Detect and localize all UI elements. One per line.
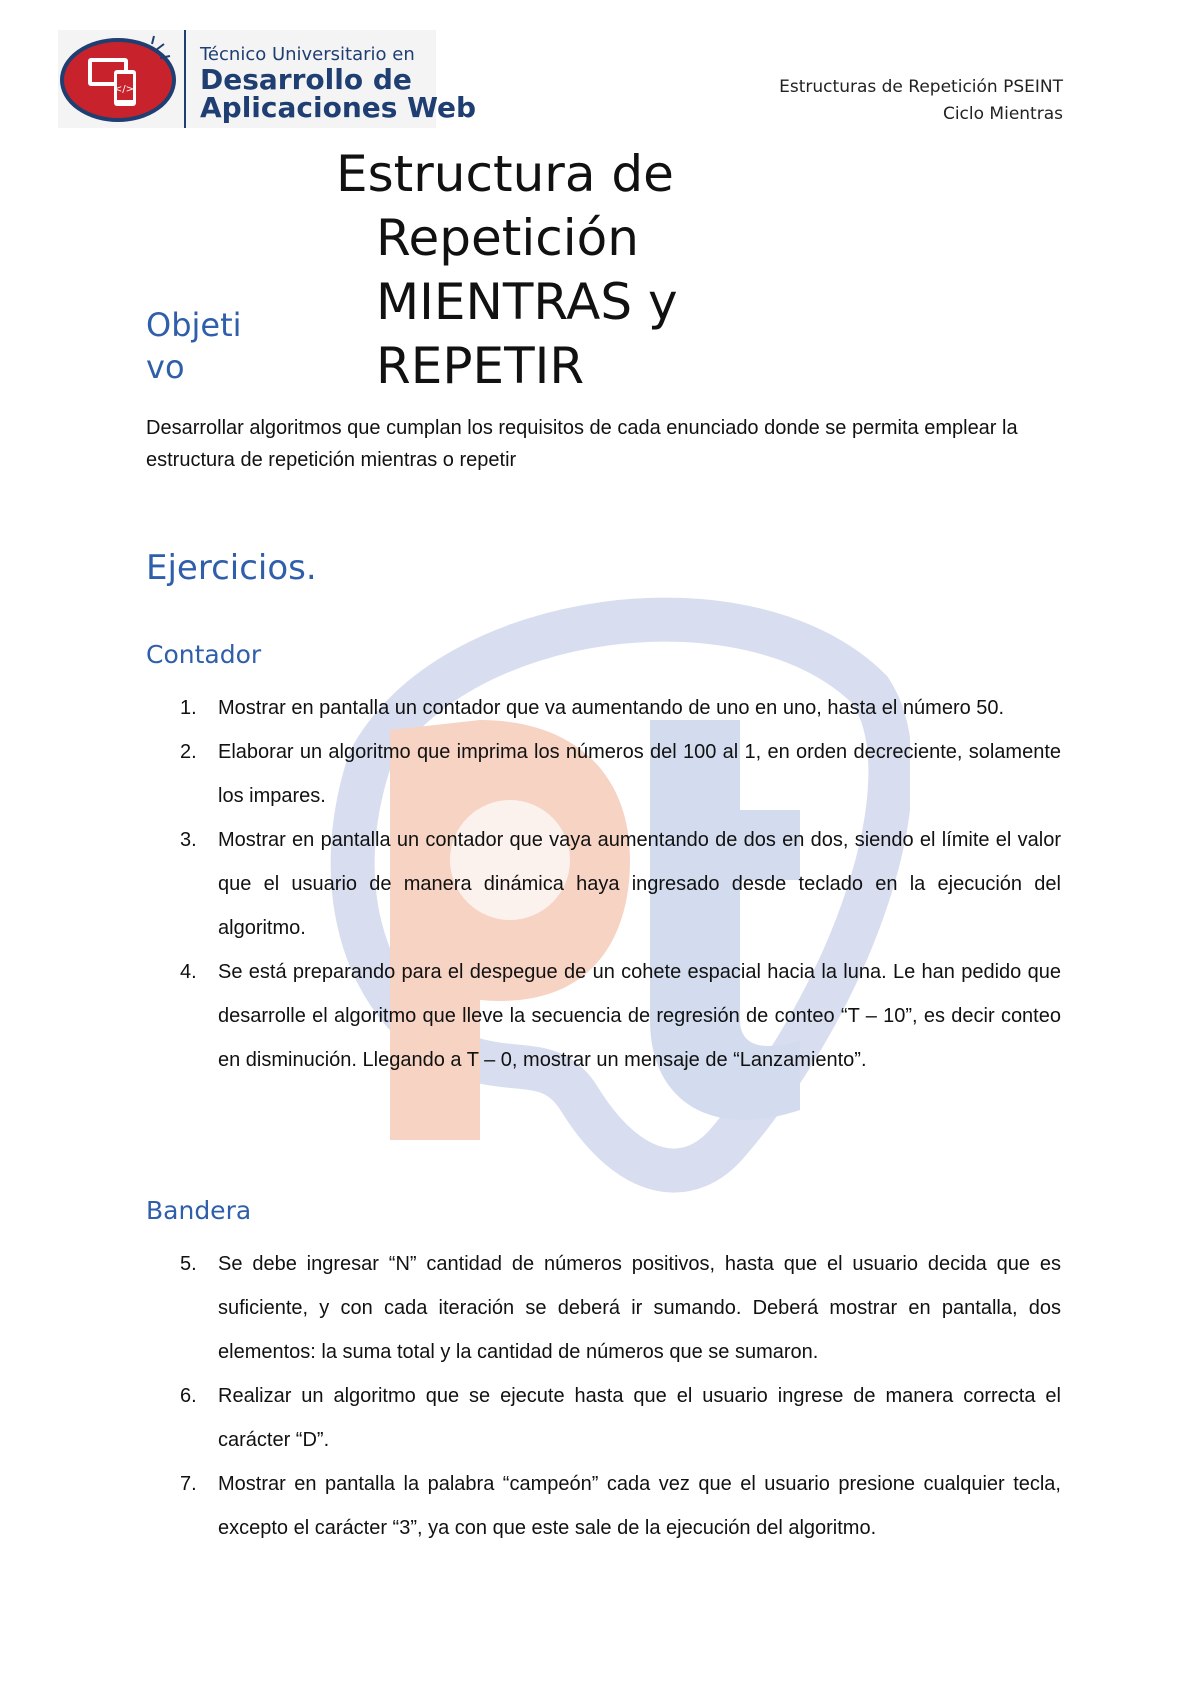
- objetivo-text: Desarrollar algoritmos que cumplan los requisitos de cada enunciado donde se permita emplear la estructura de repetición mientras o repetir: [146, 417, 1018, 471]
- logo-text-line3: Aplicaciones Web: [200, 91, 477, 124]
- item-text: Mostrar en pantalla un contador que vaya aumentando de dos en dos, siendo el límite el valor que el usuario de manera dinámica haya ingresado desde teclado en la ejecución del algoritmo.: [218, 829, 1061, 939]
- objetivo-heading-line1: Objeti: [146, 306, 242, 344]
- objetivo-heading-line2: vo: [146, 348, 185, 386]
- list-item: [146, 818, 1061, 950]
- logo-emblem-icon: [58, 30, 186, 128]
- item-number: 1.: [180, 697, 197, 719]
- item-text: Mostrar en pantalla un contador que va aumentando de uno en uno, hasta el número 50.: [218, 697, 1005, 719]
- list-item: [146, 730, 1061, 818]
- institution-logo: [58, 30, 477, 128]
- item-number: 7.: [180, 1473, 197, 1495]
- item-text: Se está preparando para el despegue de un cohete espacial hacia la luna. Le han pedido que desarrolle el algoritmo que lleve la secuencia de regresión de conteo “T – 10”, es decir conteo en disminución. Llegando a T – 0, mostrar un mensaje de “Lanzamiento”.: [218, 961, 1061, 1071]
- list-item: [146, 1462, 1061, 1550]
- objetivo-heading: [146, 304, 276, 388]
- item-text: Elaborar un algoritmo que imprima los números del 100 al 1, en orden decreciente, solamente los impares.: [218, 741, 1061, 807]
- page-header: [779, 74, 1063, 128]
- exercise-list-contador: [146, 686, 1061, 1082]
- list-item: [146, 686, 1061, 730]
- item-text: Realizar un algoritmo que se ejecute hasta que el usuario ingrese de manera correcta el carácter “D”.: [218, 1385, 1061, 1451]
- list-item: [146, 950, 1061, 1082]
- title-line-3: MIENTRAS y: [376, 273, 678, 331]
- svg-text:</>: </>: [113, 84, 135, 95]
- item-number: 2.: [180, 741, 197, 763]
- document-title: [336, 142, 756, 398]
- section-heading-bandera: Bandera: [146, 1196, 252, 1225]
- item-text: Mostrar en pantalla la palabra “campeón” cada vez que el usuario presione cualquier tecla, excepto el carácter “3”, ya con que este sale de la ejecución del algoritmo.: [218, 1473, 1061, 1539]
- item-number: 4.: [180, 961, 197, 983]
- list-item: [146, 1242, 1061, 1374]
- section-heading-contador: Contador: [146, 640, 262, 669]
- logo-divider: [184, 30, 186, 128]
- item-number: 3.: [180, 829, 197, 851]
- item-text: Se debe ingresar “N” cantidad de números positivos, hasta que el usuario decida que es suficiente, y con cada iteración se deberá ir sumando. Deberá mostrar en pantalla, dos elementos: la suma total y la cantidad de números que se sumaron.: [218, 1253, 1061, 1363]
- header-subject: Estructuras de Repetición PSEINT: [779, 77, 1063, 97]
- item-number: 5.: [180, 1253, 197, 1275]
- title-line-1: Estructura de: [336, 145, 674, 203]
- title-line-4: REPETIR: [376, 337, 585, 395]
- item-number: 6.: [180, 1385, 197, 1407]
- title-line-2: Repetición: [376, 209, 639, 267]
- list-item: [146, 1374, 1061, 1462]
- logo-text-line1: Técnico Universitario en: [200, 44, 415, 65]
- exercise-list-bandera: [146, 1242, 1061, 1550]
- logo-text-line2: Desarrollo de: [200, 63, 412, 96]
- header-topic: Ciclo Mientras: [942, 104, 1063, 124]
- ejercicios-heading: Ejercicios.: [146, 548, 317, 588]
